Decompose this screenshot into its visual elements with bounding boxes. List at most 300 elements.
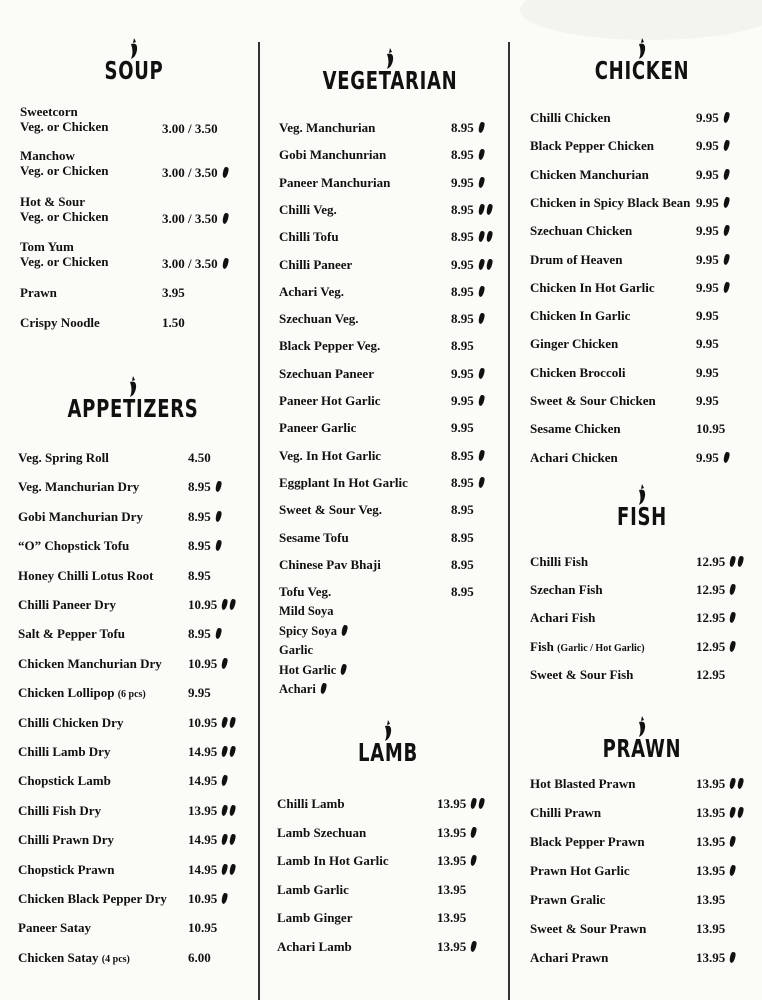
menu-item-name-line: Sweet & Sour Chicken [530, 393, 656, 408]
heat-level [318, 682, 326, 697]
menu-item-price-value: 6.00 [188, 949, 211, 965]
menu-item-name-line: Paneer Garlic [279, 420, 357, 436]
heat-level [219, 803, 235, 818]
chili-pepper-icon [477, 258, 485, 270]
menu-item-price-value: 10.95 [188, 920, 218, 936]
menu-item-name [279, 366, 374, 381]
menu-item-price [188, 450, 211, 465]
menu-item-name [279, 202, 337, 217]
menu-item-name-line: Chilli Fish [530, 554, 589, 569]
menu-item-name [530, 450, 618, 465]
menu-item-name [20, 104, 108, 134]
menu-item-name-line: Black Pepper Veg. [279, 338, 381, 354]
menu-item-price-value: 8.95 [451, 502, 474, 518]
menu-item-price [188, 950, 211, 965]
appetizers-heading [18, 376, 248, 430]
menu-item-note: (Garlic / Hot Garlic) [557, 642, 645, 654]
menu-item-name-line: Chilli Paneer [279, 256, 353, 272]
menu-item-name [530, 863, 630, 878]
column-divider [258, 42, 260, 1000]
menu-item-price [188, 656, 227, 671]
menu-item-name-line: Tofu Veg. [279, 584, 332, 600]
menu-item-name [20, 285, 57, 300]
menu-item-price-value: 9.95 [696, 166, 719, 182]
heat-level [213, 626, 221, 641]
chili-pepper-icon [729, 584, 737, 596]
heat-level [727, 639, 735, 654]
menu-item-name-line: Chicken Black Pepper Dry [18, 891, 167, 906]
menu-item-price-value: 13.95 [437, 910, 467, 925]
chili-pepper-icon [729, 778, 737, 790]
heat-level [721, 138, 729, 153]
appetizers-section [18, 376, 248, 965]
menu-item-price [188, 538, 221, 553]
menu-item-price [451, 120, 484, 135]
menu-item-name-line: Chilli Lamb Dry [18, 744, 111, 759]
menu-item-price [451, 502, 474, 517]
menu-item-price [188, 891, 227, 906]
heat-level [220, 211, 228, 226]
chili-pepper-icon [737, 556, 745, 568]
chili-pepper-icon [470, 855, 478, 867]
heat-level [721, 252, 729, 267]
menu-item-name [18, 832, 114, 847]
chili-pepper-icon [221, 746, 229, 758]
heat-level [468, 796, 484, 811]
menu-item-name-line: Achari Fish [530, 610, 596, 626]
chili-pepper-icon [737, 807, 745, 819]
menu-item-price-value: 9.95 [188, 685, 211, 701]
menu-item-price-value: 8.95 [451, 283, 474, 299]
heat-level [727, 776, 743, 791]
chili-pepper-icon [729, 952, 737, 964]
menu-item-name-line: Szechan Fish [530, 582, 603, 598]
menu-item-price [451, 393, 484, 408]
menu-item-name [18, 862, 114, 877]
menu-item-price [451, 530, 474, 545]
menu-item-name [530, 336, 618, 351]
fish-heading [530, 484, 754, 538]
menu-item-name-line: Veg. or Chicken [20, 209, 109, 224]
menu-item-price [696, 393, 719, 408]
chili-pepper-icon [477, 231, 485, 243]
menu-item-price-value: 9.95 [696, 194, 719, 210]
menu-item-price [188, 773, 227, 788]
menu-item-name-line: Veg. or Chicken [20, 163, 109, 178]
heat-level [476, 120, 484, 135]
menu-item-price [437, 939, 476, 954]
menu-item-price-value: 14.95 [188, 773, 218, 789]
menu-item-price [451, 257, 492, 272]
menu-item-price [162, 256, 228, 271]
menu-item-name [530, 308, 630, 323]
menu-item-name [279, 147, 386, 162]
menu-item-note: (6 pcs) [117, 689, 146, 701]
tofu-option [279, 604, 334, 619]
menu-item-name-line: Sesame Tofu [279, 529, 349, 545]
menu-item-name [530, 834, 645, 849]
menu-item-price [696, 138, 729, 153]
menu-item-price [696, 308, 719, 323]
menu-item-name-line: Sesame Chicken [530, 421, 621, 437]
chili-pepper-icon [729, 807, 737, 819]
chili-pepper-icon [221, 716, 229, 728]
menu-item-price-value: 10.95 [696, 421, 726, 437]
heat-level [219, 597, 235, 612]
menu-item-name [18, 920, 91, 935]
heat-level [476, 229, 492, 244]
menu-item-price-value: 8.95 [451, 229, 474, 245]
menu-item-price [162, 165, 228, 180]
menu-item-price-value: 8.95 [451, 120, 474, 135]
chili-pepper-icon [485, 231, 493, 243]
menu-item-price-value: 8.95 [188, 567, 211, 583]
menu-item-price [188, 685, 211, 700]
chili-pepper-icon [722, 140, 730, 152]
menu-item-name [18, 538, 129, 553]
menu-item-name [277, 882, 349, 897]
menu-item-price-value: 1.50 [162, 315, 185, 330]
menu-item-name-line: Paneer Manchurian [279, 174, 391, 190]
chili-pepper-icon [229, 746, 237, 758]
fish-title: FISH [617, 502, 667, 531]
chili-pepper-icon [214, 481, 222, 493]
heat-level [727, 950, 735, 965]
menu-item-name [530, 223, 632, 238]
menu-item-name-line: Prawn [20, 285, 57, 300]
chili-pepper-icon [485, 258, 493, 270]
heat-level [219, 891, 227, 906]
chili-pepper-icon [221, 834, 229, 846]
menu-item-price [696, 280, 729, 295]
menu-item-price [437, 882, 466, 897]
menu-item-name [277, 853, 389, 868]
menu-item-price-value: 9.95 [451, 174, 474, 190]
tofu-option-label: Spicy Soya [279, 623, 338, 638]
menu-item-name [18, 450, 109, 465]
menu-item-price-value: 8.95 [451, 529, 474, 545]
menu-item-name-line: Chopstick Lamb [18, 773, 111, 789]
menu-item-name-line: Achari Veg. [279, 283, 344, 299]
menu-item-price-value: 8.95 [451, 447, 474, 463]
menu-item-name-line: Ginger Chicken [530, 336, 619, 352]
menu-item-name [20, 148, 108, 178]
menu-item-price-value: 8.95 [451, 584, 474, 600]
menu-item-name-line: Drum of Heaven [530, 251, 623, 267]
heat-level [476, 284, 484, 299]
chili-pepper-icon [229, 599, 237, 611]
menu-item-price [696, 834, 735, 849]
prawn-title: PRAWN [602, 734, 682, 763]
menu-item-price [696, 421, 725, 436]
menu-item-price-value: 12.95 [696, 610, 726, 626]
chili-pepper-icon [477, 149, 485, 161]
chili-pepper-icon [477, 122, 485, 134]
menu-item-name-line: Chilli Chicken [530, 110, 611, 125]
menu-item-price [696, 110, 729, 125]
heat-level [476, 257, 492, 272]
menu-item-name-line: Chicken Broccoli [530, 364, 626, 380]
menu-item-name [530, 805, 601, 820]
menu-item-name [530, 167, 649, 182]
chili-pepper-icon [470, 798, 478, 810]
menu-item-name [277, 910, 352, 925]
heat-level [468, 939, 476, 954]
menu-item-name-line: Chicken Manchurian Dry [18, 655, 162, 671]
menu-item-name [279, 120, 375, 135]
menu-item-price-value: 8.95 [188, 626, 211, 642]
chili-pepper-icon [470, 826, 478, 838]
chicken-title: CHICKEN [594, 56, 690, 85]
menu-item-name-line: Veg. or Chicken [20, 119, 109, 134]
menu-item-name [279, 175, 390, 190]
menu-item-name [18, 744, 110, 759]
menu-item-name [279, 257, 352, 272]
heat-level [721, 223, 729, 238]
chili-pepper-icon [729, 612, 737, 624]
menu-item-name-line: Veg. or Chicken [20, 254, 109, 269]
menu-item-price [188, 509, 221, 524]
chili-pepper-icon [477, 313, 485, 325]
chili-pepper-icon [214, 510, 222, 522]
chili-pepper-icon [221, 863, 229, 875]
menu-item-name [530, 921, 646, 936]
menu-item-name-line: Szechuan Paneer [279, 365, 374, 381]
menu-item-name-line: Sweetcorn [20, 104, 78, 119]
menu-item-name-line: Sweet & Sour Fish [530, 666, 634, 682]
menu-item-name [279, 502, 382, 517]
menu-item-name-line: Szechuan Veg. [279, 311, 359, 327]
menu-item-price-value: 9.95 [696, 279, 719, 295]
tofu-option [279, 624, 347, 639]
menu-item-name-line: Crispy Noodle [20, 315, 100, 330]
menu-item-price [162, 121, 218, 136]
menu-item-price-value: 9.95 [696, 251, 719, 267]
chili-pepper-icon [221, 258, 229, 270]
chili-pepper-icon [214, 628, 222, 640]
menu-item-name [530, 667, 633, 682]
menu-item-name [530, 950, 608, 965]
menu-item-price [451, 584, 474, 599]
menu-column-left [0, 0, 258, 1000]
menu-item-name-line: Chilli Paneer Dry [18, 597, 116, 612]
menu-item-price-value: 13.95 [696, 950, 726, 965]
menu-item-name [530, 280, 655, 295]
menu-item-price [188, 803, 235, 818]
menu-item-price-value: 13.95 [696, 805, 726, 820]
menu-item-name [20, 194, 108, 224]
heat-level [476, 147, 484, 162]
menu-item-name [277, 796, 345, 811]
soup-section [20, 38, 248, 330]
chili-pepper-icon [229, 716, 237, 728]
heat-level [220, 256, 228, 271]
menu-item-price [162, 211, 228, 226]
heat-level [468, 825, 476, 840]
menu-item-name-line: Veg. In Hot Garlic [279, 447, 382, 463]
chili-pepper-icon [221, 893, 229, 905]
menu-item-note: (4 pcs) [101, 953, 130, 965]
menu-item-price [451, 448, 484, 463]
menu-item-name [530, 554, 588, 569]
menu-item-price [696, 950, 735, 965]
menu-item-name-line: Veg. Spring Roll [18, 450, 109, 465]
menu-item-price-value: 3.95 [162, 285, 185, 300]
menu-item-name [530, 776, 635, 791]
menu-item-name-line: Black Pepper Chicken [530, 138, 654, 154]
menu-item-name [530, 892, 605, 907]
chili-pepper-icon [729, 640, 737, 652]
menu-item-price-value: 8.95 [451, 201, 474, 217]
menu-item-price-value: 13.95 [437, 853, 467, 868]
menu-item-price-value: 8.95 [451, 338, 474, 354]
menu-item-name [530, 110, 611, 125]
menu-item-name-line: Chicken Manchurian [530, 166, 649, 182]
chili-pepper-icon [229, 863, 237, 875]
menu-item-price [696, 336, 719, 351]
menu-item-price-value: 13.95 [437, 938, 467, 954]
menu-item-price-value: 13.95 [188, 802, 218, 818]
heat-level [213, 509, 221, 524]
chili-pepper-icon [341, 624, 349, 636]
menu-item-name [18, 597, 116, 612]
tofu-option [279, 643, 313, 658]
heat-level [219, 744, 235, 759]
menu-item-name-line: Veg. Manchurian [279, 120, 376, 135]
chili-pepper-icon [477, 176, 485, 188]
menu-item-name-line: Chilli Chicken Dry [18, 714, 124, 730]
heat-level [721, 450, 729, 465]
chili-pepper-icon [477, 285, 485, 297]
menu-item-name [18, 656, 162, 671]
menu-item-name-line: Gobi Manchunrian [279, 147, 387, 163]
chili-pepper-icon [729, 865, 737, 877]
menu-item-name-line: Gobi Manchurian Dry [18, 508, 143, 524]
chicken-section [530, 38, 754, 465]
menu-item-price-value: 9.95 [696, 449, 719, 465]
heat-level [476, 475, 484, 490]
menu-item-price-value: 8.95 [451, 147, 474, 163]
menu-item-price [162, 285, 185, 300]
heat-level [721, 167, 729, 182]
menu-item-price-value: 9.95 [451, 256, 474, 272]
menu-item-price-value: 13.95 [696, 921, 726, 936]
menu-item-name [530, 195, 690, 210]
lamb-title: LAMB [358, 738, 418, 767]
chili-pepper-icon [221, 213, 229, 225]
menu-item-price [451, 284, 484, 299]
menu-item-name [277, 825, 366, 840]
chili-pepper-icon [221, 657, 229, 669]
menu-item-price [696, 863, 735, 878]
menu-item-price-value: 13.95 [696, 834, 726, 849]
menu-item-name [530, 252, 622, 267]
chili-pepper-icon [477, 395, 485, 407]
chili-pepper-icon [729, 836, 737, 848]
menu-item-name [530, 393, 656, 408]
prawn-heading [530, 716, 754, 770]
menu-item-price [696, 610, 735, 625]
menu-item-price-value: 14.95 [188, 832, 218, 848]
lamb-section [277, 720, 499, 954]
menu-item-price [188, 832, 235, 847]
menu-item-name-line: Sweet & Sour Prawn [530, 921, 647, 936]
menu-item-name-line: Veg. Manchurian Dry [18, 479, 140, 495]
menu-item-name [18, 479, 139, 494]
heat-level [219, 773, 227, 788]
chili-pepper-icon [477, 367, 485, 379]
menu-item-price [188, 715, 235, 730]
menu-item-name-line: Achari Chicken [530, 449, 618, 465]
menu-item-name-line: Salt & Pepper Tofu [18, 626, 126, 642]
vegetarian-section [279, 48, 501, 697]
menu-item-price-value: 9.95 [451, 393, 474, 408]
menu-column-right [512, 0, 762, 1000]
menu-item-price [188, 626, 221, 641]
menu-item-name [530, 365, 625, 380]
menu-item-price [437, 796, 484, 811]
menu-item-name [18, 509, 143, 524]
chili-pepper-icon [478, 798, 486, 810]
lamb-heading [277, 720, 499, 774]
menu-item-price [696, 776, 743, 791]
menu-item-price-value: 8.95 [188, 508, 211, 524]
menu-item-name [279, 530, 349, 545]
menu-item-price-value: 13.95 [437, 881, 467, 897]
menu-item-price [188, 479, 221, 494]
menu-item-price-value: 10.95 [188, 655, 218, 671]
menu-item-name-line: Chilli Lamb [277, 796, 345, 811]
menu-item-price [188, 568, 211, 583]
menu-item-name-line: “O” Chopstick Tofu [18, 538, 130, 554]
menu-item-price [451, 557, 474, 572]
menu-item-name [18, 773, 111, 788]
menu-item-name [18, 626, 125, 641]
tofu-option-label: Achari [279, 682, 316, 697]
menu-item-price [696, 921, 725, 936]
menu-item-price-value: 14.95 [188, 744, 218, 759]
menu-item-price-value: 8.95 [451, 556, 474, 572]
menu-item-name-line: Lamb In Hot Garlic [277, 853, 389, 868]
chili-pepper-icon [214, 540, 222, 552]
menu-item-name-line: Achari Prawn [530, 950, 609, 965]
menu-item-name [18, 568, 153, 583]
menu-item-name-line: Chilli Veg. [279, 201, 337, 217]
menu-item-name-line: Chicken in Spicy Black Bean [530, 194, 691, 210]
heat-level [721, 110, 729, 125]
heat-level [721, 195, 729, 210]
menu-item-price-value: 9.95 [696, 364, 719, 380]
menu-item-price-value: 8.95 [451, 311, 474, 327]
menu-column-middle [262, 0, 508, 1000]
menu-item-price-value: 9.95 [451, 420, 474, 436]
menu-item-name-line: Paneer Hot Garlic [279, 393, 381, 408]
heat-level [476, 311, 484, 326]
chili-pepper-icon [320, 683, 328, 695]
menu-item-name [277, 939, 352, 954]
menu-item-price [451, 475, 484, 490]
menu-item-price [451, 202, 492, 217]
menu-item-price-value: 12.95 [696, 554, 726, 569]
menu-item-price-value: 9.95 [696, 223, 719, 239]
menu-item-price-value: 9.95 [696, 393, 719, 408]
menu-item-price [451, 366, 484, 381]
menu-item-price [451, 338, 474, 353]
chili-pepper-icon [477, 476, 485, 488]
tofu-option-label: Hot Garlic [279, 662, 337, 677]
menu-item-name [18, 950, 130, 967]
menu-item-name [18, 715, 123, 730]
